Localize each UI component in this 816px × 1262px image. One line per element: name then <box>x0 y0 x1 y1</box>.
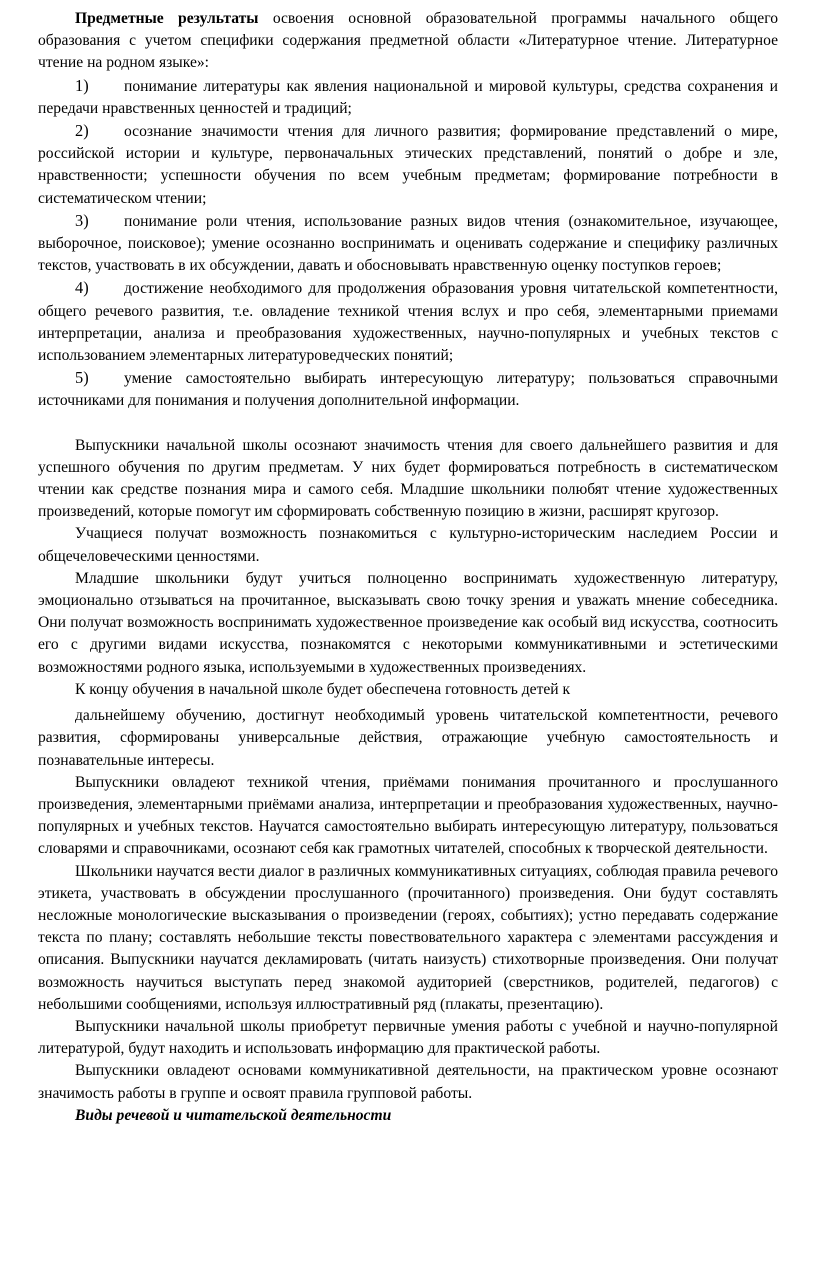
list-item <box>38 367 778 412</box>
intro-bold-lead: Предметные результаты <box>75 10 259 27</box>
body-paragraph: Выпускники начальной школы осознают значимость чтения для своего дальнейшего развития и для успешного обучения по другим предметам. У них будет формироваться потребность в систематическом чтении как средстве познания мира и самого себя. Младшие школьники полюбят чтение художественных произведений, которые помогут им сформировать собственную позицию в жизни, расширят кругозор. <box>38 436 778 521</box>
list-item-text: достижение необходимого для продолжения образования уровня читательской компетентности, общего речевого развития, т.е. овладение техникой чтения вслух и про себя, элементарными приемами интерпретации, анализа и преобразования художественных, научно-популярных и учебных текстов с использованием элементарных литературоведческих понятий; <box>38 280 778 365</box>
body-paragraph-fragment: К концу обучения в начальной школе будет обеспечена готовность детей к <box>75 680 571 698</box>
list-item <box>38 277 778 367</box>
list-item-number: 1) <box>75 75 89 95</box>
list-item-text: умение самостоятельно выбирать интересующую литературу; пользоваться справочными источниками для понимания и получения дополнительной информации. <box>38 370 778 410</box>
section-heading: Виды речевой и читательской деятельности <box>75 1106 392 1124</box>
list-item-text: понимание литературы как явления национальной и мировой культуры, средства сохранения и передачи нравственных ценностей и традиций; <box>38 77 778 117</box>
body-paragraph: Младшие школьники будут учиться полноценно воспринимать художественную литературу, эмоционально отзываться на прочитанное, высказывать свою точку зрения и уважать мнение собеседника. Они получат возможность воспринимать художественное произведение как особый вид искусства, соотносить его с другими видами искусства, познакомятся с некоторыми коммуникативными и эстетическими возможностями родного языка, используемыми в художественных произведениях. <box>38 569 778 676</box>
paragraph-gap <box>38 413 778 435</box>
list-item <box>38 120 778 210</box>
intro-paragraph <box>38 8 778 75</box>
body-paragraph: Выпускники овладеют техникой чтения, приёмами понимания прочитанного и прослушанного произведения, элементарными приёмами анализа, интерпретации и преобразования художественных, научно-популярных и учебных текстов. Научатся самостоятельно выбирать интересующую литературу, пользоваться словарями и справочниками, осознают себя как грамотных читателей, способных к творческой деятельности. <box>38 773 778 858</box>
body-paragraph: дальнейшему обучению, достигнут необходимый уровень читательской компетентности, речевого развития, сформированы универсальные действия, отражающие учебную самостоятельность и познавательные интересы. <box>38 707 778 769</box>
list-item-text: понимание роли чтения, использование разных видов чтения (ознакомительное, изучающее, выборочное, поисковое); умение осознанно воспринимать и оценивать содержание и специфику различных текстов, участвовать в их обсуждении, давать и обосновывать нравственную оценку поступков героев; <box>38 212 778 275</box>
body-paragraph: Школьники научатся вести диалог в различных коммуникативных ситуациях, соблюдая правила речевого этикета, участвовать в обсуждении прослушанного (прочитанного) произведения. Они будут составлять несложные монологические высказывания о произведении (героях, событиях); устно передавать содержание текста по плану; составлять небольшие тексты повествовательного характера с элементами рассуждения и описания. Выпускники научатся декламировать (читать наизусть) стихотворные произведения. Они получат возможность научиться выступать перед знакомой аудиторией (сверстников, родителей, педагогов) с небольшими сообщениями, используя иллюстративный ряд (плакаты, презентацию). <box>38 862 778 1013</box>
list-item <box>38 210 778 278</box>
list-item <box>38 75 778 120</box>
list-item-text: осознание значимости чтения для личного развития; формирование представлений о мире, российской истории и культуре, первоначальных этических представлений, понятий о добре и зле, нравственности; успешности обучения по всем учебным предметам; формирование потребности в систематическом чтении; <box>38 123 778 207</box>
list-item-number: 2) <box>75 121 89 141</box>
body-paragraph: Учащиеся получат возможность познакомиться с культурно-историческим наследием России и общечеловеческими ценностями. <box>38 525 778 565</box>
list-item-number: 5) <box>75 368 89 388</box>
list-item-number: 3) <box>75 210 89 230</box>
document-page <box>38 8 778 1127</box>
intro-text: освоения основной образовательной программы начального общего образования с учетом специфики содержания предметной области «Литературное чтение. Литературное чтение на родном языке»: <box>38 10 779 72</box>
body-paragraph: Выпускники начальной школы приобретут первичные умения работы с учебной и научно-популярной литературой, будут находить и использовать информацию для практической работы. <box>38 1017 778 1058</box>
list-item-number: 4) <box>75 278 89 298</box>
body-paragraph: Выпускники овладеют основами коммуникативной деятельности, на практическом уровне осознают значимость работы в группе и освоят правила групповой работы. <box>38 1062 778 1102</box>
